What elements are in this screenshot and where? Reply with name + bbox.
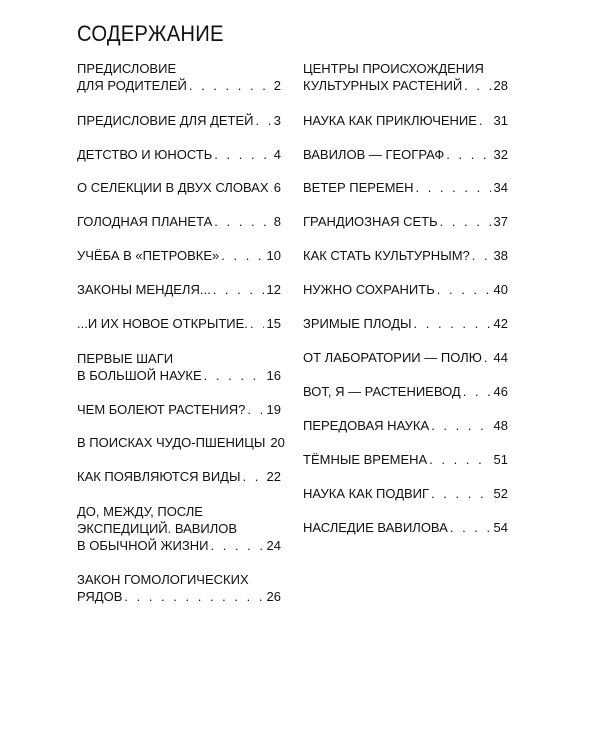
toc-entry-row	[303, 281, 508, 298]
toc-page-number: 31	[493, 113, 508, 128]
toc-entry-row	[77, 367, 281, 384]
toc-page-number: 4	[273, 147, 281, 162]
dot-leader	[415, 179, 490, 196]
toc-page-number: 34	[493, 180, 508, 195]
toc-page-number: 40	[493, 282, 508, 297]
toc-entry-title-line: ПЕРЕДОВАЯ НАУКА	[303, 418, 430, 433]
toc-entry-row	[77, 434, 285, 451]
toc-entry-row	[303, 247, 508, 264]
toc-entry	[77, 247, 281, 264]
dot-leader	[124, 588, 263, 605]
toc-entry-row	[77, 315, 281, 332]
toc-entry-title-line: РЯДОВ	[77, 589, 123, 604]
dot-leader	[472, 247, 491, 264]
toc-page-number: 51	[493, 452, 508, 467]
toc-entry-title-line: НАУКА КАК ПОДВИГ	[303, 486, 430, 501]
toc-entry	[77, 571, 281, 605]
toc-entry	[77, 315, 281, 332]
toc-entry	[303, 179, 508, 196]
dot-leader	[450, 519, 491, 536]
toc-page-number: 8	[273, 214, 281, 229]
toc-page-number: 48	[493, 418, 508, 433]
toc-entry-row	[303, 315, 508, 332]
toc-entry	[303, 383, 508, 400]
toc-page-number: 16	[266, 368, 281, 383]
dot-leader	[440, 213, 491, 230]
toc-entry	[77, 468, 281, 485]
toc-page-number: 42	[493, 316, 508, 331]
dot-leader	[431, 485, 490, 502]
toc-page-number: 24	[266, 538, 281, 553]
toc-entry-title-line: ГРАНДИОЗНАЯ СЕТЬ	[303, 214, 438, 229]
dot-leader	[463, 383, 491, 400]
toc-page-number: 28	[493, 78, 508, 93]
dot-leader	[189, 77, 271, 94]
toc-entry-title-line: КАК ПОЯВЛЯЮТСЯ ВИДЫ	[77, 469, 241, 484]
toc-entry-row	[77, 77, 281, 94]
toc-entry-title-line: ЭКСПЕДИЦИЙ. ВАВИЛОВ	[77, 521, 238, 536]
toc-entry-row	[77, 537, 281, 554]
page-title: СОДЕРЖАНИЕ	[77, 21, 224, 46]
toc-entry-row	[303, 349, 508, 366]
toc-page-number: 44	[493, 350, 508, 365]
toc-entry-row	[303, 112, 508, 129]
toc-entry-row	[303, 451, 508, 468]
dot-leader	[429, 451, 490, 468]
toc-entry-title-line: КАК СТАТЬ КУЛЬТУРНЫМ?	[303, 248, 470, 263]
toc-entry-row	[303, 383, 508, 400]
dot-leader	[484, 349, 491, 366]
toc-entry	[77, 503, 281, 554]
toc-entry	[303, 451, 508, 468]
toc-entry	[77, 213, 281, 230]
toc-page-number: 12	[266, 282, 281, 297]
toc-entry	[303, 349, 508, 366]
dot-leader	[437, 281, 491, 298]
toc-page-number: 19	[266, 402, 281, 417]
toc-entry-title-line: ПРЕДИСЛОВИЕ ДЛЯ ДЕТЕЙ	[77, 113, 254, 128]
toc-page-number: 10	[266, 248, 281, 263]
toc-entry	[303, 315, 508, 332]
toc-entry-row	[303, 179, 508, 196]
toc-entry-title-line: УЧЁБА В «ПЕТРОВКЕ»	[77, 248, 220, 263]
toc-page-number: 26	[266, 589, 281, 604]
dot-leader	[479, 112, 491, 129]
toc-entry-title-line: ЗАКОН ГОМОЛОГИЧЕСКИХ	[77, 572, 249, 587]
toc-entry-row	[77, 281, 281, 298]
dot-leader	[250, 315, 264, 332]
toc-entry-row	[77, 468, 281, 485]
dot-leader	[221, 247, 263, 264]
toc-page-number: 6	[273, 180, 281, 195]
toc-entry-title-line: ПРЕДИСЛОВИЕ	[77, 61, 177, 76]
toc-entry-title-line: ПЕРВЫЕ ШАГИ	[77, 351, 174, 366]
dot-leader	[464, 77, 490, 94]
toc-entry-title-line: ДЛЯ РОДИТЕЛЕЙ	[77, 78, 187, 93]
toc-entry-title-line: ОТ ЛАБОРАТОРИИ — ПОЛЮ	[303, 350, 482, 365]
toc-entry-title-line: ВАВИЛОВ — ГЕОГРАФ	[303, 147, 445, 162]
toc-entry	[77, 434, 285, 451]
toc-entry-title-line: НУЖНО СОХРАНИТЬ	[303, 282, 435, 297]
toc-page-number: 38	[493, 248, 508, 263]
toc-entry-title-line: ТЁМНЫЕ ВРЕМЕНА	[303, 452, 428, 467]
toc-entry	[303, 213, 508, 230]
toc-entry	[77, 179, 281, 196]
toc-entry	[303, 146, 508, 163]
toc-entry-row	[77, 112, 281, 129]
toc-entry-title-line: ...И ИХ НОВОЕ ОТКРЫТИЕ.	[77, 316, 248, 331]
toc-entry-title-line: ЗАКОНЫ МЕНДЕЛЯ...	[77, 282, 211, 297]
toc-entry	[303, 417, 508, 434]
toc-entry-row	[77, 247, 281, 264]
toc-entry-row	[77, 588, 281, 605]
toc-entry	[77, 281, 281, 298]
toc-page-number: 37	[493, 214, 508, 229]
toc-page-number: 22	[266, 469, 281, 484]
toc-page-number: 2	[273, 78, 281, 93]
toc-entry-title-line: В БОЛЬШОЙ НАУКЕ	[77, 368, 202, 383]
toc-entry-title-line: О СЕЛЕКЦИИ В ДВУХ СЛОВАХ	[77, 180, 269, 195]
toc-entry-row	[303, 146, 508, 163]
dot-leader	[414, 315, 491, 332]
toc-entry-title-line: ВЕТЕР ПЕРЕМЕН	[303, 180, 414, 195]
toc-entry-row	[77, 146, 281, 163]
toc-entry	[77, 146, 281, 163]
toc-page-number: 46	[493, 384, 508, 399]
dot-leader	[214, 213, 270, 230]
toc-page-number: 32	[493, 147, 508, 162]
dot-leader	[256, 112, 271, 129]
toc-entry	[77, 60, 281, 94]
toc-entry	[303, 281, 508, 298]
toc-entry-row	[77, 179, 281, 196]
toc-entry-title-line: НАУКА КАК ПРИКЛЮЧЕНИЕ	[303, 113, 477, 128]
toc-entry	[303, 60, 508, 94]
toc-entry	[303, 485, 508, 502]
toc-entry-title-line: ЦЕНТРЫ ПРОИСХОЖДЕНИЯ	[303, 61, 484, 76]
toc-entry-title-line: ГОЛОДНАЯ ПЛАНЕТА	[77, 214, 213, 229]
toc-entry-title-line: ЧЕМ БОЛЕЮТ РАСТЕНИЯ?	[77, 402, 246, 417]
dot-leader	[247, 401, 263, 418]
toc-entry-row	[303, 519, 508, 536]
toc-entry-row	[303, 485, 508, 502]
toc-entry	[77, 112, 281, 129]
toc-entry-title-line: КУЛЬТУРНЫХ РАСТЕНИЙ	[303, 78, 463, 93]
dot-leader	[446, 146, 490, 163]
dot-leader	[204, 367, 264, 384]
toc-entry-title-line: В ОБЫЧНОЙ ЖИЗНИ	[77, 538, 209, 553]
toc-entry-title-line: ВОТ, Я — РАСТЕНИЕВОД	[303, 384, 461, 399]
dot-leader	[243, 468, 264, 485]
toc-entry-title-line: ДЕТСТВО И ЮНОСТЬ	[77, 147, 213, 162]
toc-entry-title-line: ДО, МЕЖДУ, ПОСЛЕ	[77, 504, 203, 519]
dot-leader	[431, 417, 490, 434]
dot-leader	[213, 281, 264, 298]
toc-entry-row	[303, 213, 508, 230]
toc-entry	[77, 350, 281, 384]
toc-page-number: 52	[493, 486, 508, 501]
toc-entry	[77, 401, 281, 418]
toc-entry-row	[303, 77, 508, 94]
toc-entry	[303, 112, 508, 129]
toc-entry	[303, 519, 508, 536]
toc-entry-title-line: В ПОИСКАХ ЧУДО-ПШЕНИЦЫ	[77, 435, 266, 450]
toc-page-number: 15	[266, 316, 281, 331]
toc-page-number: 20	[270, 435, 285, 450]
toc-entry-row	[77, 213, 281, 230]
toc-page-number: 54	[493, 520, 508, 535]
dot-leader	[211, 537, 264, 554]
toc-entry-title-line: ЗРИМЫЕ ПЛОДЫ	[303, 316, 412, 331]
toc-entry-row	[303, 417, 508, 434]
toc-entry-row	[77, 401, 281, 418]
toc-entry	[303, 247, 508, 264]
dot-leader	[214, 146, 270, 163]
toc-entry-title-line: НАСЛЕДИЕ ВАВИЛОВА	[303, 520, 448, 535]
toc-page-number: 3	[273, 113, 281, 128]
